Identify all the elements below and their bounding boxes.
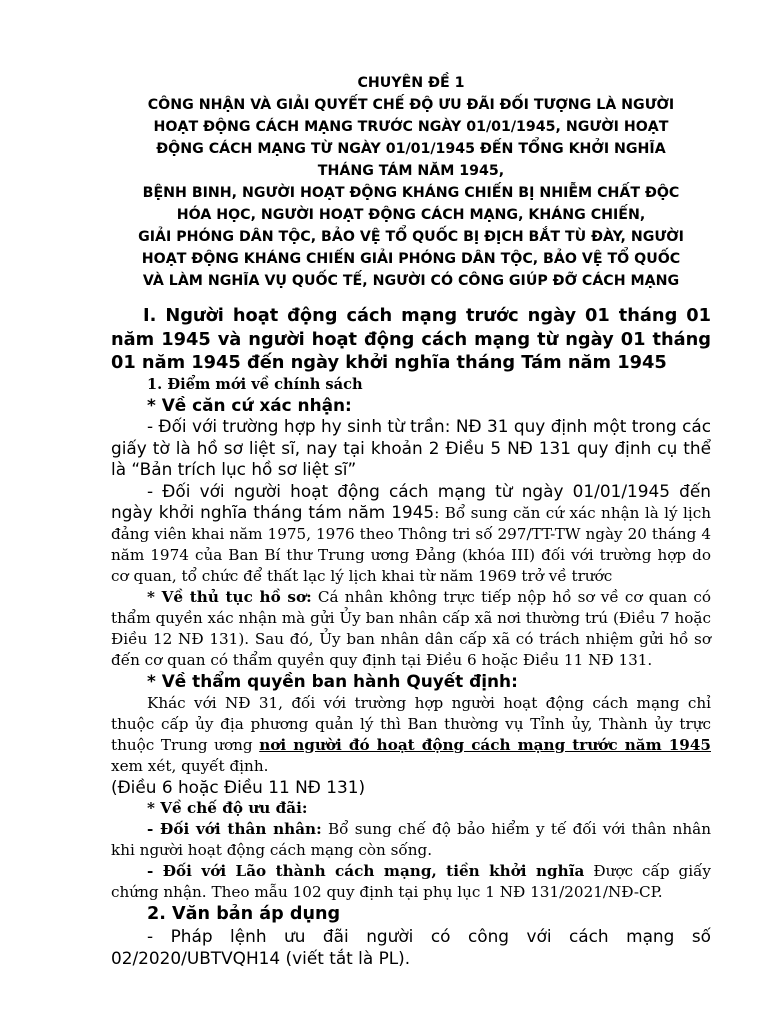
text-than-nhan: Bổ sung chế độ bảo hiểm y tế đối với thân nhân khi người hoạt động cách mạng còn sống. — [111, 820, 711, 859]
title-line: HOẠT ĐỘNG KHÁNG CHIẾN GIẢI PHÓNG DÂN TỘC, BẢO VỆ TỔ QUỐC — [141, 251, 681, 267]
title-line: CHUYÊN ĐỀ 1 — [357, 75, 465, 91]
document-title — [111, 72, 711, 292]
paragraph-hoat-dong — [111, 481, 711, 588]
title-line: HÓA HỌC, NGƯỜI HOẠT ĐỘNG CÁCH MẠNG, KHÁNG CHIẾN, — [176, 207, 646, 223]
title-line: ĐỘNG CÁCH MẠNG TỪ NGÀY 01/01/1945 ĐẾN TỔNG KHỞI NGHĨA — [156, 141, 666, 157]
point-title: 1. Điểm mới về chính sách — [147, 375, 363, 393]
subheading-che-do: * Về chế độ ưu đãi: — [147, 799, 308, 817]
text-tham-quyen-2: xem xét, quyết định. — [111, 756, 269, 775]
underlined-text: nơi người đó hoạt động cách mạng trước năm 1945 — [259, 735, 711, 754]
paragraph-than-nhan — [111, 819, 711, 861]
label-thu-tuc: * Về thủ tục hồ sơ: — [147, 588, 312, 606]
title-line: THÁNG TÁM NĂM 1945, — [317, 163, 505, 179]
reference-line: (Điều 6 hoặc Điều 11 NĐ 131) — [111, 776, 366, 797]
label-lao-thanh: - Đối với Lão thành cách mạng, tiền khởi nghĩa — [147, 862, 585, 880]
paragraph-phap-lenh: - Pháp lệnh ưu đãi người có công với cách mạng số 02/2020/UBTVQH14 (viết tắt là PL). — [111, 926, 711, 968]
title-line: GIẢI PHÓNG DÂN TỘC, BẢO VỆ TỔ QUỐC BỊ ĐỊCH BẮT TÙ ĐÀY, NGƯỜI — [138, 229, 684, 245]
paragraph-tham-quyen — [111, 693, 711, 777]
text-thu-tuc: Cá nhân không trực tiếp nộp hồ sơ về cơ quan có thẩm quyền xác nhận mà gửi Ủy ban nhân cấp xã nơi thường trú (Điều 7 hoặc Điều 12 NĐ 131). Sau đó, Ủy ban nhân dân cấp xã có trách nhiệm gửi hồ sơ đến cơ quan có thẩm quyền quy định tại Điều 6 hoặc Điều 11 NĐ 131. — [111, 588, 711, 669]
title-line: BỆNH BINH, NGƯỜI HOẠT ĐỘNG KHÁNG CHIẾN BỊ NHIỄM CHẤT ĐỘC — [142, 185, 680, 201]
paragraph-thu-tuc — [111, 587, 711, 671]
title-line: HOẠT ĐỘNG CÁCH MẠNG TRƯỚC NGÀY 01/01/1945, NGƯỜI HOẠT — [153, 119, 669, 135]
text-lao-thanh: Được cấp giấy chứng nhận. Theo mẫu 102 quy định tại phụ lục 1 NĐ 131/2021/NĐ-CP. — [111, 862, 711, 901]
subheading-tham-quyen: * Về thẩm quyền ban hành Quyết định: — [147, 671, 518, 691]
subheading-van-ban: 2. Văn bản áp dụng — [147, 904, 341, 924]
text-tham-quyen-1: Khác với NĐ 31, đối với trường hợp người hoạt động cách mạng chỉ thuộc cấp ủy địa phương quản lý thì Ban thường vụ Tỉnh ủy, Thành ủy trực thuộc Trung ương — [111, 693, 711, 754]
paragraph-rest: : Bổ sung căn cứ xác nhận là lý lịch đảng viên khai năm 1975, 1976 theo Thông tri số 297/TT-TW ngày 20 tháng 4 năm 1974 của Ban Bí thư Trung ương Đảng (khóa III) đối với trường hợp do cơ quan, tổ chức để thất lạc lý lịch khai từ năm 1969 trở về trước — [111, 504, 712, 585]
paragraph-lead: - Đối với người hoạt động cách mạng từ ngày 01/01/1945 đến ngày khởi nghĩa tháng tám năm 1945 — [111, 480, 711, 522]
title-line: VÀ LÀM NGHĨA VỤ QUỐC TẾ, NGƯỜI CÓ CÔNG GIÚP ĐỠ CÁCH MẠNG — [142, 273, 680, 289]
section-heading: I. Người hoạt động cách mạng trước ngày 01 tháng 01 năm 1945 và người hoạt động cách mạng từ ngày 01 tháng 01 năm 1945 đến ngày khởi nghĩa tháng Tám năm 1945 — [111, 305, 711, 373]
paragraph-lao-thanh — [111, 861, 711, 903]
title-line: CÔNG NHẬN VÀ GIẢI QUYẾT CHẾ ĐỘ ƯU ĐÃI ĐỐI TƯỢNG LÀ NGƯỜI — [147, 97, 675, 113]
label-than-nhan: - Đối với thân nhân: — [147, 820, 322, 838]
paragraph-hy-sinh: - Đối với trường hợp hy sinh từ trần: NĐ 31 quy định một trong các giấy tờ là hồ sơ liệt sĩ, nay tại khoản 2 Điều 5 NĐ 131 quy định cụ thể là “Bản trích lục hồ sơ liệt sĩ” — [111, 416, 711, 479]
subheading-can-cu: * Về căn cứ xác nhận: — [147, 394, 352, 415]
